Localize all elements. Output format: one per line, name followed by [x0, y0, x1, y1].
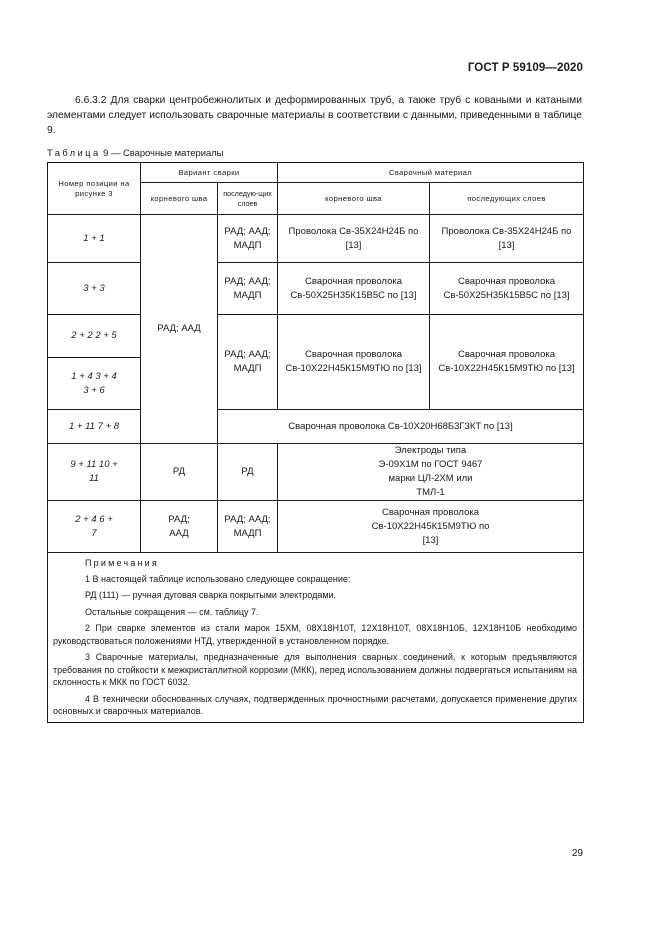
header-position: Номер позиции на рисунке 3: [48, 163, 141, 215]
notes-title: Примечания: [85, 558, 159, 568]
header-weld-material: Сварочный материал: [278, 163, 584, 183]
cell-root-merged: РАД; ААД: [141, 215, 218, 444]
table-caption: [47, 147, 223, 158]
table-row: [48, 501, 584, 553]
table-caption-prefix: Таблица: [47, 147, 101, 158]
cell-position: 1 + 4 3 + 4 3 + 6: [48, 358, 141, 410]
table-caption-title: — Сварочные материалы: [111, 147, 224, 158]
cell-material-merged: Сварочная проволока Св-10Х22Н45К15М9ТЮ по [13]: [278, 501, 584, 553]
cell-position: 1 + 11 7 + 8: [48, 410, 141, 444]
cell-position: 9 + 11 10 + 11: [48, 444, 141, 501]
table-caption-number: 9: [103, 147, 109, 158]
paragraph-6-6-3-2: 6.6.3.2 Для сварки центробежнолитых и деформированных труб, а также труб с коваными и катаными элементами следует использовать сварочные материалы в соответствии с данными, приведенными в таблице 9.: [47, 95, 582, 136]
cell-subsequent: РАД; ААД; МАДП: [218, 263, 278, 315]
cell-position: 2 + 2 2 + 5: [48, 315, 141, 358]
header-root-material: корневого шва: [278, 183, 430, 215]
cell-root: РД: [141, 444, 218, 501]
cell-root-material: Сварочная проволока Св-10Х22Н45К15М9ТЮ по [13]: [278, 315, 430, 410]
cell-root: РАД; ААД: [141, 501, 218, 553]
cell-subsequent-material: Сварочная проволока Св-10Х22Н45К15М9ТЮ по [13]: [430, 315, 584, 410]
table-row: [48, 263, 584, 315]
notes-row: [48, 553, 584, 723]
note-item: 4 В технически обоснованных случаях, подтвержденных прочностными расчетами, допускается применение других основных и сварочных материалов.: [53, 693, 578, 716]
cell-subsequent-material: Проволока Св-35Х24Н24Б по [13]: [430, 215, 584, 263]
page-number: 29: [571, 848, 583, 859]
cell-subsequent-material: Сварочная проволока Св-50Х25Н35К15В5С по [13]: [430, 263, 584, 315]
header-root: корневого шва: [141, 183, 218, 215]
cell-subsequent: РАД; ААД; МАДП: [218, 215, 278, 263]
cell-root-material: Сварочная проволока Св-50Х25Н35К15В5С по [13]: [278, 263, 430, 315]
table-row: [48, 410, 584, 444]
note-item: РД (111) — ручная дуговая сварка покрытыми электродами.: [85, 590, 337, 600]
note-item: 3 Сварочные материалы, предназначенные для выполнения сварных соединений, к которым предъявляются требования по стойкости к межкристаллитной коррозии (МКК), перед использованием должны подвергаться испытаниям на склонность к МКК по ГОСТ 6032.: [53, 652, 578, 687]
cell-material-merged: Сварочная проволока Св-10Х20Н68Б3Г3КТ по [13]: [218, 410, 584, 444]
table-notes: [48, 553, 584, 723]
cell-material-merged: Электроды типа Э-09Х1М по ГОСТ 9467 марки ЦЛ-2ХМ или ТМЛ-1: [278, 444, 584, 501]
cell-position: 3 + 3: [48, 263, 141, 315]
welding-materials-table: [47, 162, 584, 723]
table-row: [48, 315, 584, 358]
header-weld-variant: Вариант сварки: [141, 163, 278, 183]
cell-subsequent: РАД; ААД; МАДП: [218, 315, 278, 410]
header-subsequent: последую-щих слоев: [218, 183, 278, 215]
note-item: 1 В настоящей таблице использовано следующее сокращение:: [85, 573, 351, 584]
document-header: ГОСТ Р 59109—2020: [467, 62, 583, 74]
cell-subsequent: РАД; ААД; МАДП: [218, 501, 278, 553]
table-row: [48, 215, 584, 263]
note-item: 2 При сварке элементов из стали марок 15ХМ, 08Х18Н10Т, 12Х18Н10Т, 08Х18Н10Б, 12Х18Н10Б необходимо руководствоваться положениями НТД, утвержденной в установленном порядке.: [53, 623, 578, 646]
header-subsequent-material: последующих слоев: [430, 183, 584, 215]
note-item: Остальные сокращения — см. таблицу 7.: [85, 606, 259, 617]
table-row: [48, 444, 584, 501]
cell-subsequent: РД: [218, 444, 278, 501]
cell-position: 2 + 4 6 + 7: [48, 501, 141, 553]
cell-position: 1 + 1: [48, 215, 141, 263]
cell-root-material: Проволока Св-35Х24Н24Б по [13]: [278, 215, 430, 263]
